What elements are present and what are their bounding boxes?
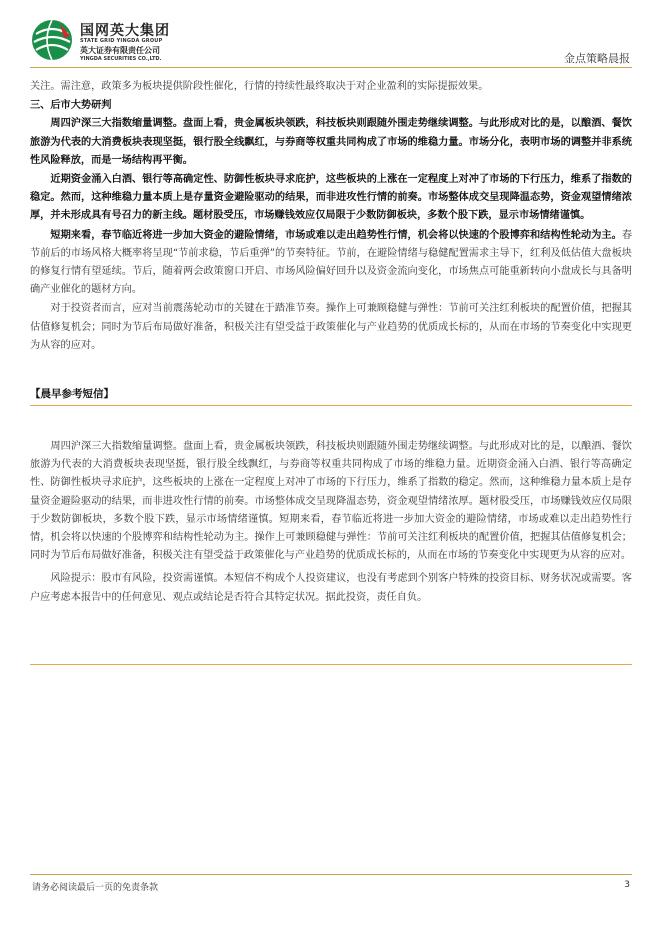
brief-section	[30, 438, 632, 607]
logo-en-text: STATE GRID YINGDA GROUP	[80, 38, 163, 44]
risk-warning: 风险提示：股市有风险，投资需谨慎。本短信不构成个人投资建议，也没有考虑到个别客户特殊的投资目标、财务状况或需要。客户应考虑本报告中的任何意见、观点或结论是否符合其特定状况。据此投资，责任自负。	[30, 573, 632, 603]
header-divider	[30, 67, 632, 68]
page-header	[30, 14, 632, 66]
logo-sub-cn-text: 英大证券有限责任公司	[80, 46, 160, 55]
logo-sub-en-text: YINGDA SECURITIES CO.,LTD.	[80, 56, 162, 62]
footer-divider	[30, 874, 632, 875]
brief-paragraph-1: 周四沪深三大指数缩量调整。盘面上看，贵金属板块领跌，科技板块则跟随外围走势继续调整。与此形成对比的是，以酿酒、餐饮旅游为代表的大消费板块表现坚挺，银行股全线飘红，与券商等权重共同构成了市场的维稳力量。近期资金涌入白酒、银行等高确定性、防御性板块寻求庇护，这些板块的上涨在一定程度上对冲了市场的下行压力，维系了指数的稳定。然而，这种维稳力量本质上是存量资金避险驱动的结果，而非进攻性行情的前奏。市场整体成交呈现降温态势，资金观望情绪浓厚。题材股受压，市场赚钱效应仅局限于少数防御板块，多数个股下跌，显示市场情绪谨慎。短期来看，春节临近将进一步加大资金的避险情绪，市场或难以走出趋势性行情，机会将以快速的个股博弈和结构性轮动为主。操作上可兼顾稳健与弹性：节前可关注红利板块的配置价值，把握其估值修复机会；同时为节后布局做好准备，积极关注有望受益于政策催化与产业趋势的优质成长标的，从而在市场的节奏变化中实现更为从容的应对。	[30, 441, 632, 562]
outlook-paragraph-1: 周四沪深三大指数缩量调整。盘面上看，贵金属板块领跌，科技板块则跟随外围走势继续调整。与此形成对比的是，以酿酒、餐饮旅游为代表的大消费板块表现坚挺，银行股全线飘红，与券商等权重共同构成了市场的维稳力量。市场分化，表明市场的调整并非系统性风险释放，而是一场结构再平衡。	[30, 117, 632, 166]
footer-disclaimer: 请务必阅读最后一页的免责条款	[32, 883, 159, 893]
outlook-paragraph-4: 对于投资者而言，应对当前震荡轮动市的关键在于踏准节奏。操作上可兼顾稳健与弹性：节前可关注红利板块的配置价值，把握其估值修复机会；同时为节后布局做好准备，积极关注有望受益于政策催化与产业趋势的优质成长标的，从而在市场的节奏变化中实现更为从容的应对。	[30, 303, 632, 351]
intro-line: 关注。需注意，政策多为板块提供阶段性催化，行情的持续性最终取决于对企业盈利的实际提振效果。	[30, 81, 489, 92]
brief-end-divider	[30, 664, 632, 665]
outlook-paragraph-2: 近期资金涌入白酒、银行等高确定性、防御性板块寻求庇护，这些板块的上涨在一定程度上对冲了市场的下行压力，维系了指数的稳定。然而，这种维稳力量本质上是存量资金避险驱动的结果，而非进攻性行情的前奏。市场整体成交呈现降温态势，资金观望情绪浓厚，并未形成具有号召力的新主线。题材股受压，市场赚钱效应仅局限于少数防御板块，多数个股下跌，显示市场情绪谨慎。	[30, 173, 632, 222]
report-name: 金点策略晨报	[564, 52, 630, 65]
globe-logo-icon	[30, 18, 74, 62]
logo-cn-text: 国网英大集团	[80, 23, 170, 39]
company-logo	[30, 16, 210, 64]
outlook-paragraph-3	[30, 226, 632, 300]
brief-divider	[30, 405, 632, 406]
outlook-paragraph-3-text: 春节前后的市场风格大概率将呈现“节前求稳，节后重弹”的节奏特征。节前，在避险情绪与稳健配置需求主导下，红利及低估值大盘板块的修复行情有望延续。节后，随着两会政策窗口开启、市场风险偏好回升以及资金流向变化，市场焦点可能重新转向小盘成长与具备明确产业催化的题材方向。	[30, 229, 632, 296]
section-heading: 三、后市大势研判	[30, 99, 112, 112]
page-number: 3	[624, 880, 630, 890]
outlook-section	[30, 78, 632, 355]
outlook-paragraph-3-bold: 短期来看，春节临近将进一步加大资金的避险情绪，市场或难以走出趋势性行情，机会将以快速的个股博弈和结构性轮动为主。	[50, 228, 622, 241]
brief-heading: 【晨早参考短信】	[30, 388, 114, 400]
